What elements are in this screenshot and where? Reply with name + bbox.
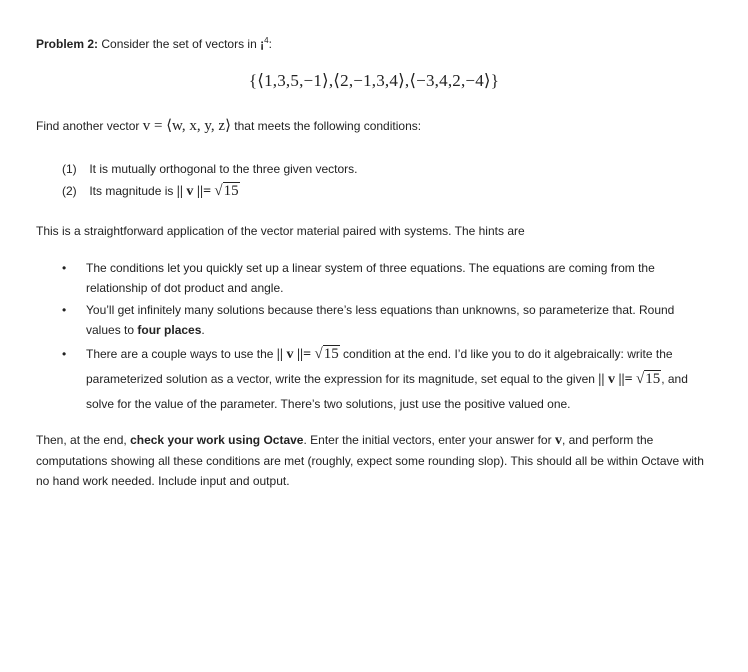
hint-3 [36,342,712,416]
condition-text: Its magnitude is [89,184,174,198]
problem-label: Problem 2: [36,37,99,51]
bullet-icon: • [62,347,67,361]
magnitude-norm: || v ||= [276,347,312,362]
hint-1 [36,258,712,298]
find-statement [36,117,712,135]
space-power: 4 [264,36,269,45]
hint-1-text: The conditions let you quickly set up a linear system of three equations. The equations are coming from the relationship of dot product and angle. [86,261,655,295]
condition-number: (2) [62,184,77,198]
magnitude-norm: || v ||= [598,372,633,387]
problem-intro: Consider the set of vectors in [101,37,257,51]
document-page [36,30,712,491]
condition-2 [62,181,712,202]
sqrt-expression: √15 [314,346,339,362]
find-before: Find another vector [36,119,140,133]
bullet-icon: • [62,261,67,275]
hints-list [36,258,712,416]
radicand: 15 [645,371,661,387]
closing-c: , and perform the computations showing all these conditions are met (roughly, expect some rounding slop). This should all be within Octave with no hand work needed. Include input and output. [36,433,704,488]
conditions-list [62,159,712,202]
condition-text: It is mutually orthogonal to the three given vectors. [89,162,358,176]
vector-expression: v = ⟨w, x, y, z⟩ [142,118,231,134]
vector-set: {⟨1,3,5,−1⟩,⟨2,−1,3,4⟩,⟨−3,4,2,−4⟩} [248,71,500,90]
closing-b: . Enter the initial vectors, enter your answer for [303,433,552,447]
magnitude-norm: || v ||= [176,184,212,199]
sqrt-expression: √15 [214,183,239,199]
hint-3-text-a: There are a couple ways to use the [86,347,274,361]
vector-v: v [554,433,562,448]
hint-2-end: . [201,323,205,337]
problem-statement [36,32,712,53]
hint-2-text: You’ll get infinitely many solutions because there’s less equations than unknowns, so parameterize that. Round values to [86,303,675,337]
space-symbol: ¡ [260,37,265,51]
sqrt-expression: √15 [635,371,661,387]
radicand: 15 [223,183,239,199]
closing-a: Then, at the end, [36,433,127,447]
condition-number: (1) [62,162,77,176]
find-after: that meets the following conditions: [234,119,422,133]
bullet-icon: • [62,303,67,317]
hint-2 [36,300,712,340]
intro-text: This is a straightforward application of the vector material paired with systems. The hints are [36,224,525,238]
hint-2-bold: four places [137,323,202,337]
radicand: 15 [323,346,339,362]
condition-1 [62,159,712,179]
closing-bold: check your work using Octave [130,433,304,447]
hint-3-text-b: condition at the end. I’d like you to do it algebraically: write the parameterized solution as a vector, write the expression for its magnitude, set equal to the given [86,347,673,386]
closing-paragraph [36,430,712,491]
problem-colon: : [268,37,272,51]
hint-3-text-c: , and solve for the value of the parameter. There’s two solutions, just use the positive valued one. [86,372,688,411]
